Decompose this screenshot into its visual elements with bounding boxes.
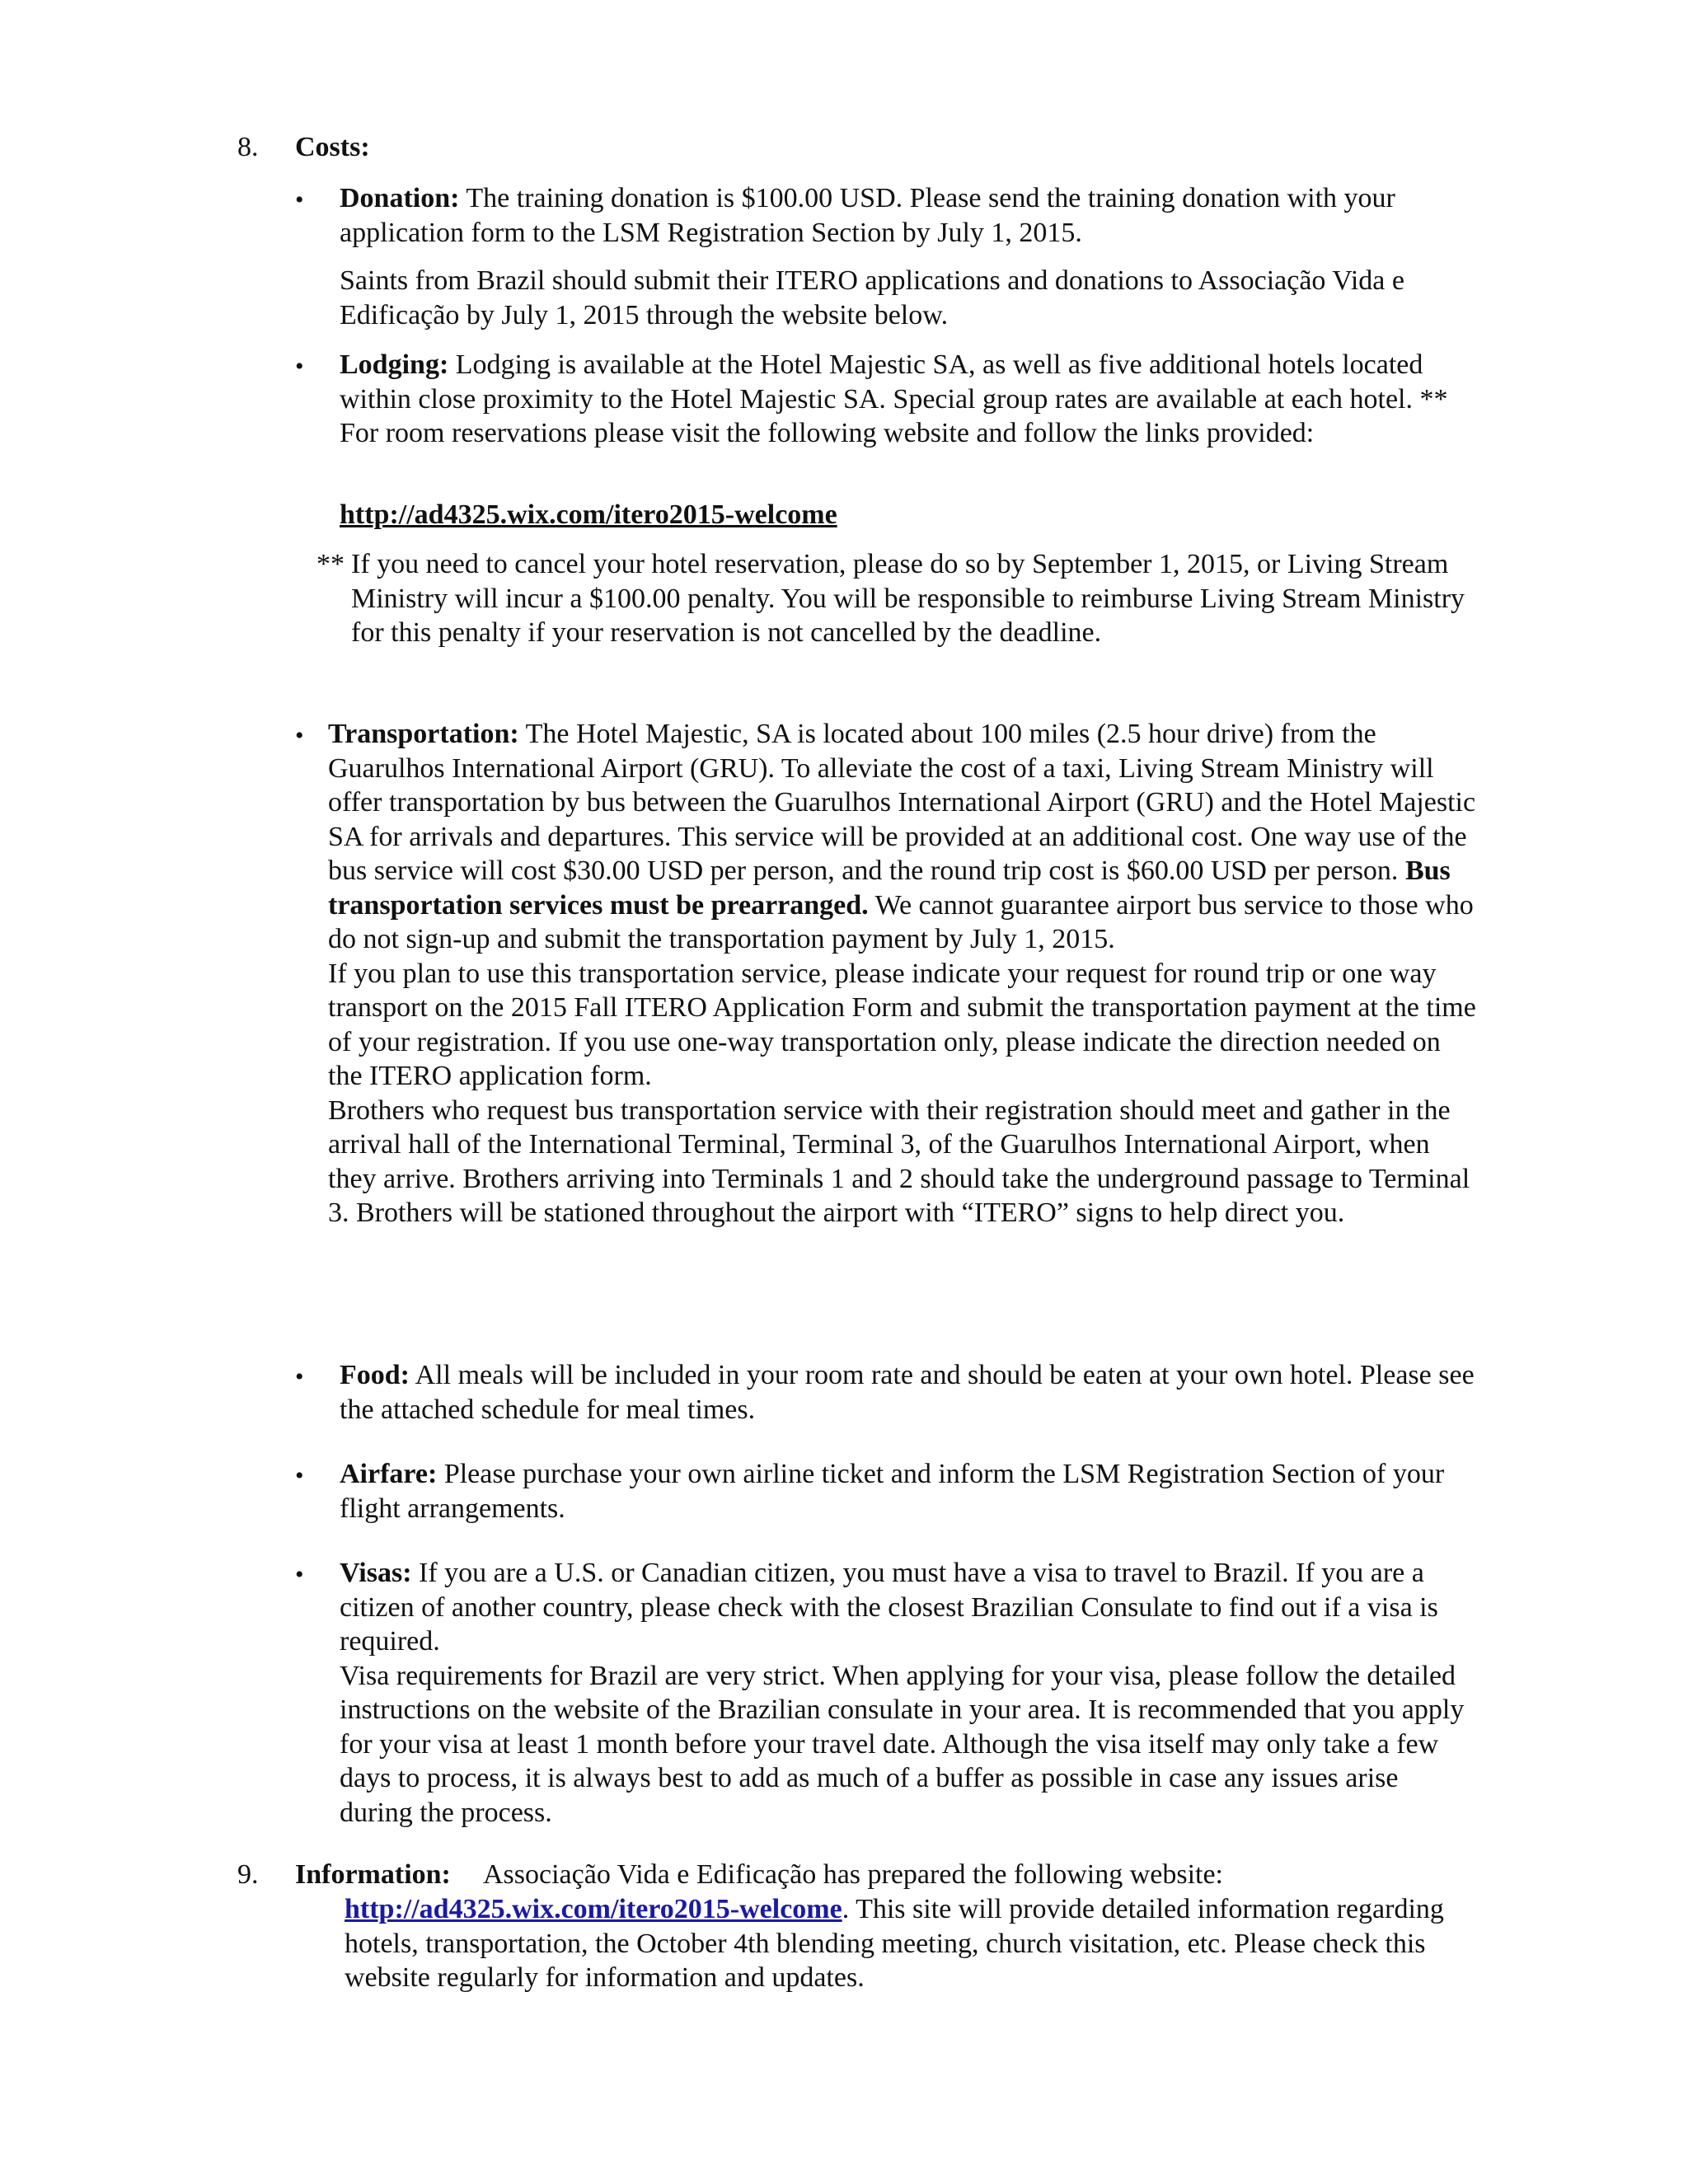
information-text-after: . This site will provide detailed information regarding hotels, transportation, the October 4th blending meeting, church visitation, etc. Please check this website regularly for information and updates. <box>345 1894 1444 1993</box>
food-label: Food: <box>340 1360 410 1390</box>
visas-paragraph <box>340 1556 1477 1830</box>
bullet-icon: • <box>295 1561 304 1588</box>
donation-label: Donation: <box>340 183 460 213</box>
visas-para2: Visa requirements for Brazil are very strict. When applying for your visa, please follow the detailed instructions on the website of the Brazilian consulate in your area. It is recommended that you apply for your visa at least 1 month before your travel date. Although the visa itself may only take a few days to process, it is always best to add as much of a buffer as possible in case any issues arise during the process. <box>340 1660 1465 1828</box>
transportation-text1: The Hotel Majestic, SA is located about 100 miles (2.5 hour drive) from the Guarulhos International Airport (GRU). To alleviate the cost of a taxi, Living Stream Ministry will offer transportation by bus between the Guarulhos International Airport (GRU) and the Hotel Majestic SA for arrivals and departures. This service will be provided at an additional cost. One way use of the bus service will cost $30.00 USD per person, and the round trip cost is $60.00 USD per person. <box>328 719 1476 886</box>
lodging-reservations-text: For room reservations please visit the following website and follow the links provided: <box>340 418 1315 448</box>
section-heading-costs: Costs: <box>295 132 370 162</box>
bullet-icon: • <box>295 1363 304 1390</box>
donation-paragraph <box>340 181 1477 250</box>
information-paragraph <box>345 1892 1477 1995</box>
bullet-icon: • <box>295 722 304 749</box>
information-link[interactable]: http://ad4325.wix.com/itero2015-welcome <box>345 1894 842 1924</box>
section-number-costs: 8. <box>237 132 259 162</box>
lodging-paragraph <box>340 348 1477 451</box>
information-text-before: Associação Vida e Edificação has prepared the following website: <box>483 1859 1223 1890</box>
transportation-text2: We cannot guarantee airport bus service to those who do not sign-up and submit the transportation payment by July 1, 2015. <box>328 889 1474 954</box>
airfare-paragraph <box>340 1457 1477 1526</box>
lodging-footnote-marker: ** <box>316 549 345 579</box>
transportation-bold-notice: Bus transportation services must be prearranged. <box>328 855 1451 921</box>
lodging-footnote: If you need to cancel your hotel reservation, please do so by September 1, 2015, or Living Stream Ministry will incur a $100.00 penalty. You will be responsible to reimburse Living Stream Ministry for this penalty if your reservation is not cancelled by the deadline. <box>351 549 1465 648</box>
bullet-icon: • <box>295 1462 304 1489</box>
section-heading-information: Information: <box>295 1859 451 1890</box>
donation-brazil-note: Saints from Brazil should submit their ITERO applications and donations to Associação Vida e Edificação by July 1, 2015 through the website below. <box>340 265 1404 330</box>
visas-text: If you are a U.S. or Canadian citizen, you must have a visa to travel to Brazil. If you are a citizen of another country, please check with the closest Brazilian Consulate to find out if a visa is required. <box>340 1558 1438 1657</box>
section-number-information: 9. <box>237 1859 259 1890</box>
airfare-label: Airfare: <box>340 1459 438 1489</box>
lodging-link[interactable]: http://ad4325.wix.com/itero2015-welcome <box>340 499 837 530</box>
lodging-label: Lodging: <box>340 349 449 380</box>
transportation-label: Transportation: <box>328 719 519 749</box>
donation-text: The training donation is $100.00 USD. Please send the training donation with your application form to the LSM Registration Section by July 1, 2015. <box>340 183 1395 248</box>
food-paragraph <box>340 1358 1477 1427</box>
food-text: All meals will be included in your room rate and should be eaten at your own hotel. Please see the attached schedule for meal times. <box>340 1360 1475 1425</box>
lodging-text: Lodging is available at the Hotel Majestic SA, as well as five additional hotels located within close proximity to the Hotel Majestic SA. Special group rates are available at each hotel. ** <box>340 349 1448 415</box>
transportation-para2: If you plan to use this transportation service, please indicate your request for round trip or one way transport on the 2015 Fall ITERO Application Form and submit the transportation payment at the time of your registration. If you use one-way transportation only, please indicate the direction needed on the ITERO application form. <box>328 958 1476 1091</box>
transportation-paragraph <box>328 717 1477 1230</box>
visas-label: Visas: <box>340 1558 412 1588</box>
bullet-icon: • <box>295 186 304 213</box>
airfare-text: Please purchase your own airline ticket and inform the LSM Registration Section of your flight arrangements. <box>340 1459 1445 1524</box>
bullet-icon: • <box>295 353 304 380</box>
transportation-para3: Brothers who request bus transportation service with their registration should meet and gather in the arrival hall of the International Terminal, Terminal 3, of the Guarulhos International Airport, when they arrive. Brothers arriving into Terminals 1 and 2 should take the underground passage to Terminal 3. Brothers will be stationed throughout the airport with “ITERO” signs to help direct you. <box>328 1094 1470 1228</box>
